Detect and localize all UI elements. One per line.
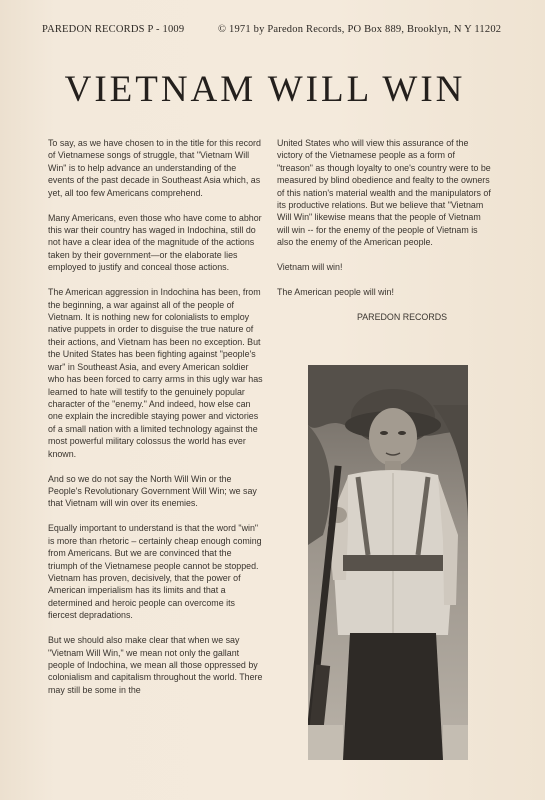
paragraph: And so we do not say the North Will Win or the People's Revolutionary Government Will Win; we say that Vietnam will win over its enemies. [48, 473, 257, 509]
left-column [48, 137, 263, 709]
paragraph: United States who will view this assurance of the victory of the Vietnamese people as a form of "treason" as though loyalty to one's country were to be measured by blind obedience and fealty to the owners of this nation's material wealth and the manipulators of its productive relations. But we believe that "Vietnam Will Win" likewise means that the people of Vietnam will win -- for the enemy of the people of Vietnam is also the enemy of the American people. [277, 138, 491, 248]
paragraph: Many Americans, even those who have come to abhor this war their country has waged in Indochina, still do not have a clear idea of the magnitude of the actions taken by their government—or the elaborate lies employed to justify and conceal those actions. [48, 212, 262, 273]
page-title: VIETNAM WILL WIN [64, 69, 466, 110]
signature: PAREDON RECORDS [357, 312, 448, 323]
photo-illustration [308, 365, 468, 760]
paragraph: Vietnam will win! [277, 262, 343, 273]
copyright-line: © 1971 by Paredon Records, PO Box 889, Brooklyn, N Y 11202 [218, 24, 502, 35]
catalog-label: PAREDON RECORDS P - 1009 [42, 24, 185, 35]
paragraph: But we should also make clear that when we say "Vietnam Will Win," we mean not only the gallant people of Indochina, we mean all those oppressed by colonialism and capitalism throughout the world. There may still be some in the [48, 635, 263, 695]
right-column [277, 137, 492, 336]
paragraph: Equally important to understand is that the word "win" is more than rhetoric – certainly cheap enough coming from Americans. But we are convinced that the triumph of the Vietnamese people cannot be stopped. Vietnam has proven, decisively, that the power of American imperialism has its limits and that a determined and heroic people can overcome its fiercest depradations. [48, 523, 262, 621]
photo-woman-with-rifle [308, 365, 468, 760]
paragraph: The American aggression in Indochina has been, from the beginning, a war against all of the people of Vietnam. It is nothing new for colonialists to employ native puppets in order to disguise the true nature of their actions, and Vietnam has been no exception. But the United States has been fighting against "people's war" in Southeast Asia, and every American soldier who has been forced to carry arms in this ugly war has learned to hate will testify to the genuinely popular character of the "enemy." And indeed, how else can one explain the incredible staying power and victories of a small nation with a limited technology against the most powerful military colossus the world has ever known. [48, 287, 263, 459]
paragraph: To say, as we have chosen to in the title for this record of Vietnamese songs of struggle, that "Vietnam Will Win" is to help advance an understanding of the events of the past decade in Southeast Asia which, as yet, all too few Americans comprehend. [48, 138, 261, 198]
paragraph: The American people will win! [277, 287, 394, 298]
